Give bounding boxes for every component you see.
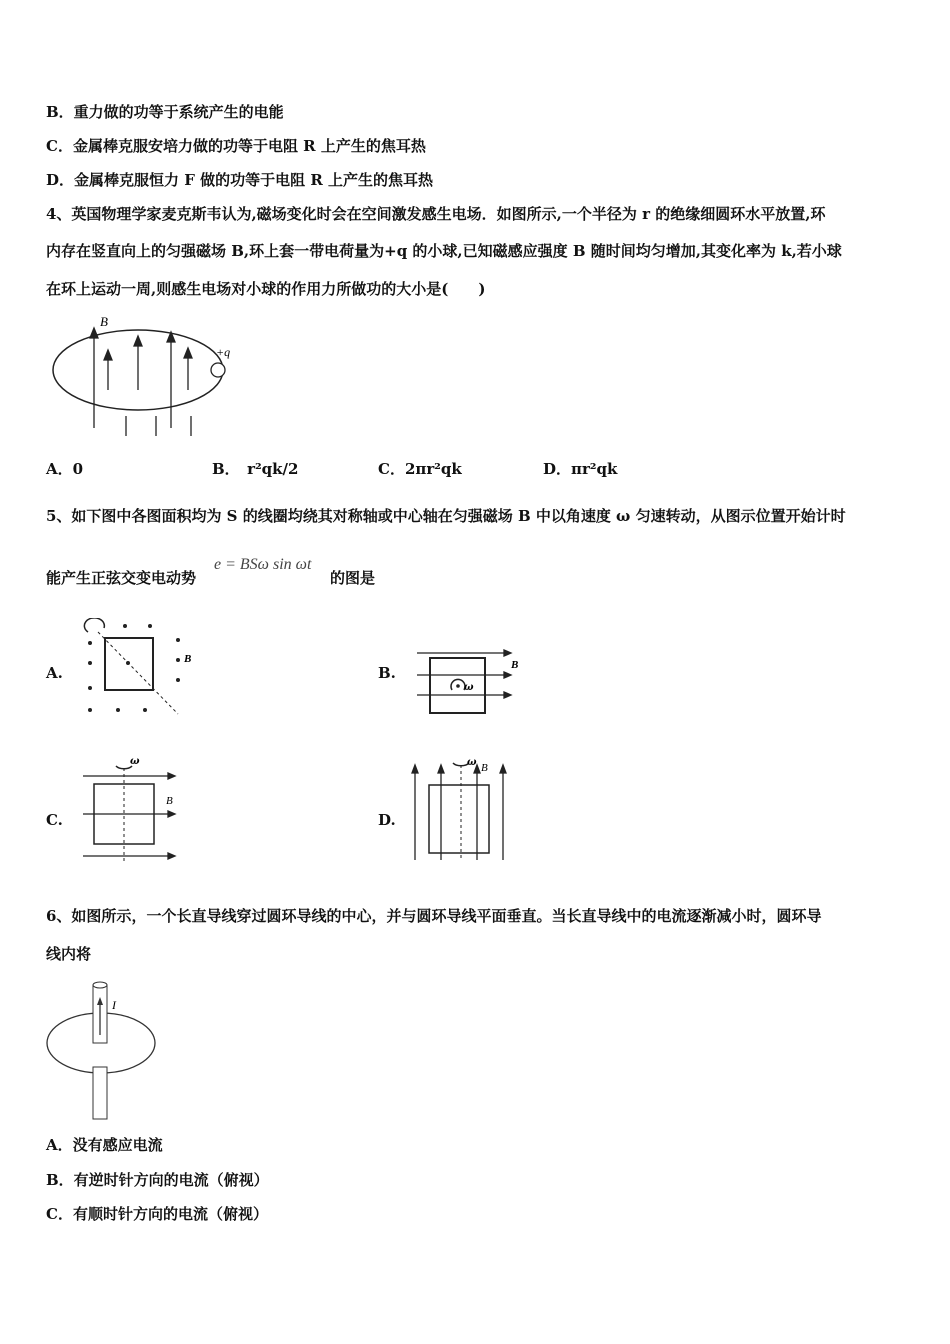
- q5-option-c-label: C.: [46, 811, 63, 829]
- q4-text-line: 内存在竖直向上的匀强磁场 B,环上套一带电荷量为+q 的小球,已知磁感应强度 B 随时间均匀增加,其变化率为 k,若小球: [46, 242, 842, 260]
- q4-option-d: D．πr²qk: [543, 460, 618, 478]
- q4-text-line: 在环上运动一周,则感生电场对小球的作用力所做功的大小是( ): [46, 280, 486, 298]
- b-label: B: [166, 795, 173, 807]
- b-field-label: B: [100, 314, 108, 329]
- q5-option-a-label: A.: [46, 664, 63, 682]
- q5-figure-a: [80, 618, 195, 718]
- q5-figure-d: [405, 755, 525, 865]
- b-label: B: [481, 762, 488, 774]
- charge-label: +q: [216, 345, 231, 359]
- q6-option-a: A．没有感应电流: [46, 1136, 163, 1154]
- b-label: B: [184, 653, 192, 665]
- b-label: B: [511, 659, 519, 671]
- q5-figure-c: [80, 756, 195, 866]
- q4-option-b: B． r²qk/2: [212, 460, 299, 478]
- current-label: I: [112, 998, 116, 1012]
- q6-text-line: 6、如图所示，一个长直导线穿过圆环导线的中心，并与圆环导线平面垂直。当长直导线中的电流逐渐减小时，圆环导: [46, 907, 822, 925]
- q6-text-line: 线内将: [46, 945, 92, 963]
- q4-ring-figure: [46, 308, 256, 443]
- q6-option-c: C．有顺时针方向的电流（俯视）: [46, 1205, 268, 1223]
- q5-option-b-label: B.: [378, 664, 396, 682]
- q5-option-d-label: D.: [378, 811, 396, 829]
- omega-label: ω: [464, 682, 474, 693]
- q4-option-c: C．2πr²qk: [378, 460, 462, 478]
- q4-text-line: 4、英国物理学家麦克斯韦认为,磁场变化时会在空间激发感生电场．如图所示,一个半径为 r 的绝缘细圆环水平放置,环: [46, 205, 826, 223]
- omega-label: ω: [130, 756, 140, 767]
- q6-option-b: B．有逆时针方向的电流（俯视）: [46, 1171, 269, 1189]
- omega-label: ω: [467, 757, 477, 768]
- q5-text-before: 能产生正弦交变电动势: [46, 569, 197, 587]
- q3-option-c: C．金属棒克服安培力做的功等于电阻 R 上产生的焦耳热: [46, 137, 426, 155]
- q6-wire-ring-figure: [44, 975, 164, 1123]
- q3-option-b: B．重力做的功等于系统产生的电能: [46, 103, 284, 121]
- q3-option-d: D．金属棒克服恒力 F 做的功等于电阻 R 上产生的焦耳热: [46, 171, 434, 189]
- q4-option-a: A．0: [46, 460, 84, 478]
- q5-figure-b: [412, 648, 527, 718]
- emf-formula: e = BSω sin ωt: [214, 556, 312, 573]
- q5-text-after: 的图是: [330, 569, 376, 587]
- q5-text-line: 5、如下图中各图面积均为 S 的线圈均绕其对称轴或中心轴在匀强磁场 B 中以角速度 ω 匀速转动，从图示位置开始计时: [46, 507, 846, 525]
